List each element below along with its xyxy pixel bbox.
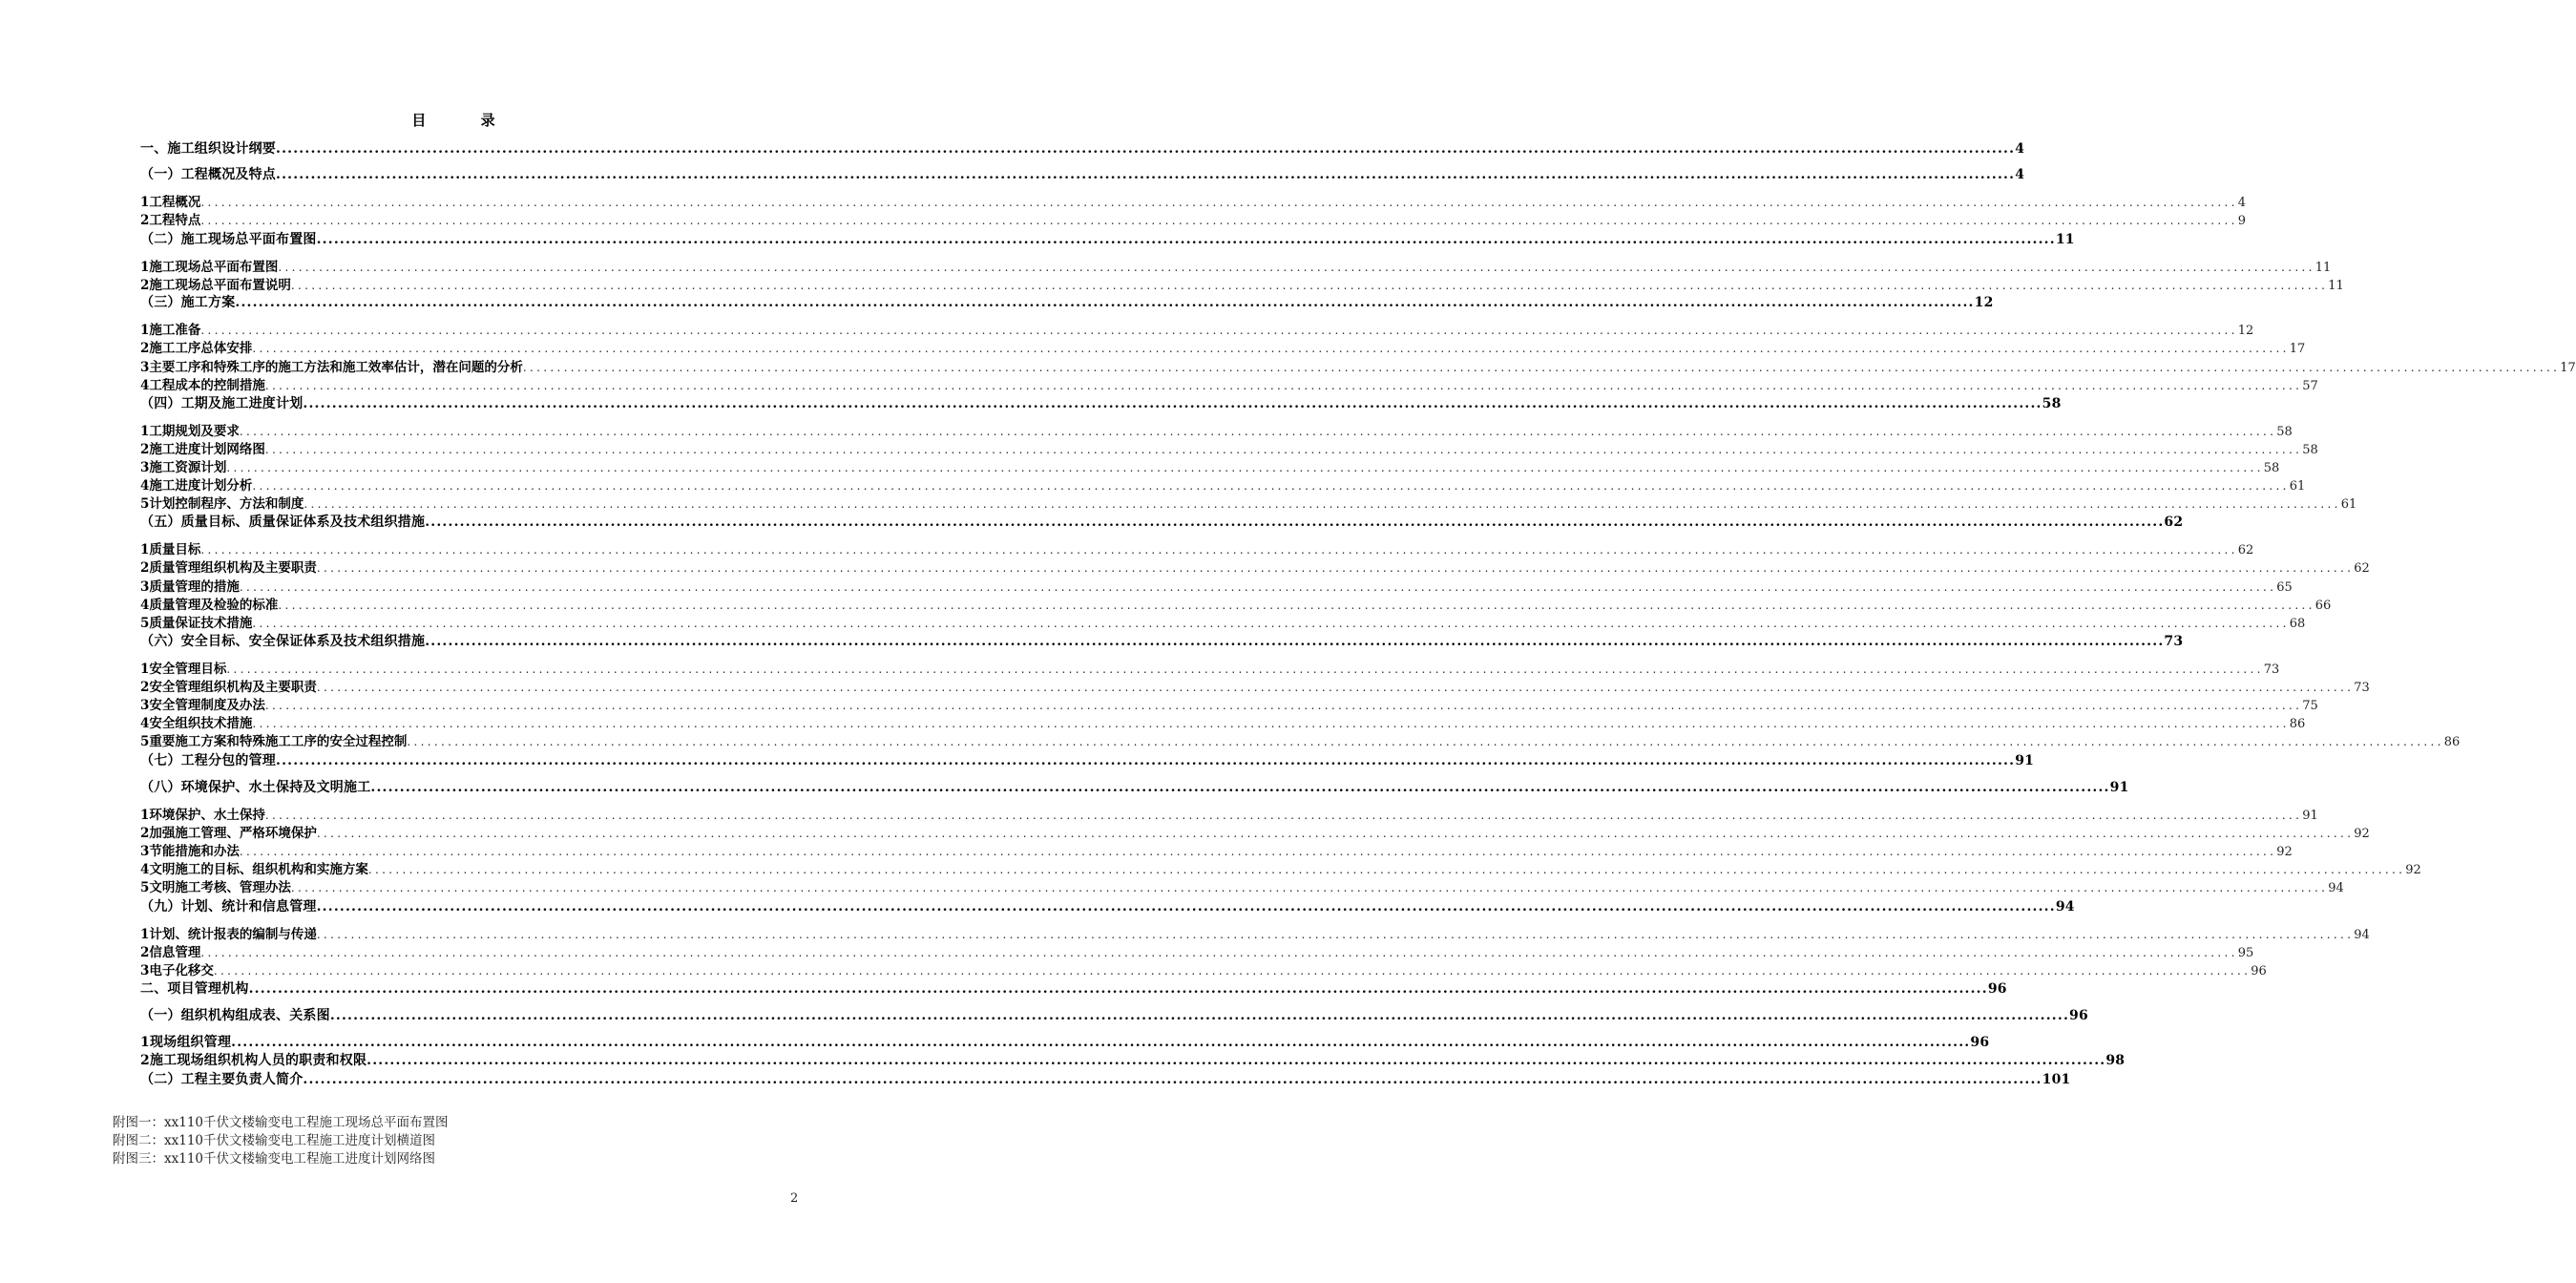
- toc-entry-title: 2加强施工管理、严格环境保护: [140, 826, 317, 841]
- dot-leader: ............................................................................................................................................................................................................................................................................................................: [316, 561, 2355, 575]
- dot-leader: ............................................................................................................................................................................................................................................................................................................: [252, 717, 2290, 730]
- toc-entry-page: 57: [2302, 379, 2318, 393]
- dot-leader: ............................................................................................................................................................................................................................................................................................................: [226, 461, 2264, 474]
- toc-entry-title: 4文明施工的目标、组织机构和实施方案: [140, 862, 368, 877]
- toc-entry-page: 91: [2302, 809, 2318, 823]
- dot-leader: ............................................................................................................................................................................................................................................................................................................: [522, 361, 2561, 374]
- dot-leader: ............................................................................................................................................................................................................................................................................................................: [290, 279, 2329, 292]
- toc-entry-page: 4: [2237, 196, 2247, 210]
- dot-leader: ............................................................................................................................................................................................................................................................................................................: [239, 425, 2277, 438]
- toc-entry-title: 2信息管理: [140, 945, 201, 960]
- toc-entry-page: 86: [2289, 717, 2306, 731]
- toc-entry-title: 2施工进度计划网络图: [140, 442, 265, 457]
- toc-entry[interactable]: [140, 319, 2254, 338]
- toc-entry-page: 94: [2055, 899, 2075, 915]
- toc-entry-title: 1现场组织管理: [140, 1035, 232, 1050]
- toc-entry[interactable]: [140, 1050, 2126, 1069]
- toc-entry-page: 96: [1970, 1035, 1990, 1050]
- toc-entry-page: 94: [2354, 928, 2370, 942]
- toc-entry-page: 73: [2354, 681, 2370, 695]
- toc-entry-title: （二）施工现场总平面布置图: [140, 232, 317, 247]
- dot-leader: ............................................................................................................................................................................................................................................................................................................: [276, 753, 2016, 768]
- toc-entry[interactable]: [140, 1032, 1990, 1051]
- toc-entry-title: 1工程概况: [140, 195, 201, 210]
- toc-entry-page: 11: [2314, 261, 2332, 275]
- toc-entry-title: （六）安全目标、安全保证体系及技术组织措施: [140, 634, 426, 649]
- dot-leader: ............................................................................................................................................................................................................................................................................................................: [200, 196, 2238, 209]
- toc-entry-title: 2施工工序总体安排: [140, 341, 253, 356]
- toc-entry-page: 61: [2289, 479, 2306, 494]
- toc-entry[interactable]: [140, 191, 2247, 210]
- toc-entry-title: 5重要施工方案和特殊施工工序的安全过程控制: [140, 734, 408, 749]
- dot-leader: ............................................................................................................................................................................................................................................................................................................: [264, 809, 2303, 822]
- dot-leader: ............................................................................................................................................................................................................................................................................................................: [425, 515, 2165, 530]
- toc-entry-title: 4质量管理及检验的标准: [140, 598, 279, 613]
- toc-entry-page: 62: [2164, 515, 2184, 530]
- dot-leader: ............................................................................................................................................................................................................................................................................................................: [200, 214, 2238, 227]
- toc-entry-page: 101: [2042, 1072, 2071, 1087]
- page-number: 2: [790, 1191, 799, 1206]
- toc-entry-page: 58: [2276, 425, 2293, 439]
- toc-entry[interactable]: [140, 474, 2306, 494]
- toc-entry[interactable]: [140, 438, 2318, 457]
- dot-leader: ............................................................................................................................................................................................................................................................................................................: [303, 1072, 2042, 1087]
- toc-entry-page: 75: [2302, 699, 2318, 713]
- toc-entry-title: 4工程成本的控制措施: [140, 378, 265, 393]
- toc-entry[interactable]: [140, 923, 2370, 942]
- toc-entry[interactable]: [140, 676, 2370, 695]
- toc-entry[interactable]: [140, 750, 2035, 769]
- attachment-item: 附图三：xx110千伏文楼输变电工程施工进度计划网络图: [113, 1151, 435, 1167]
- dot-leader: ............................................................................................................................................................................................................................................................................................................: [200, 543, 2238, 557]
- toc-entry-title: （九）计划、统计和信息管理: [140, 899, 317, 915]
- toc-entry[interactable]: [140, 256, 2332, 275]
- toc-entry-title: 5文明施工考核、管理办法: [140, 880, 291, 895]
- toc-entry-title: 1施工准备: [140, 323, 201, 338]
- toc-entry-page: 62: [2354, 561, 2370, 576]
- toc-entry[interactable]: [140, 840, 2293, 859]
- toc-entry-page: 92: [2276, 845, 2293, 859]
- toc-entry[interactable]: [140, 896, 2075, 915]
- dot-leader: ............................................................................................................................................................................................................................................................................................................: [316, 928, 2355, 941]
- toc-entry-page: 96: [2069, 1008, 2088, 1023]
- dot-leader: ............................................................................................................................................................................................................................................................................................................: [278, 599, 2315, 612]
- toc-entry[interactable]: [140, 356, 2576, 375]
- dot-leader: ............................................................................................................................................................................................................................................................................................................: [252, 617, 2290, 630]
- toc-entry-title: （一）组织机构组成表、关系图: [140, 1008, 330, 1023]
- toc-entry[interactable]: [140, 612, 2306, 631]
- toc-entry-page: 91: [2015, 753, 2035, 768]
- dot-leader: ............................................................................................................................................................................................................................................................................................................: [239, 580, 2277, 594]
- toc-entry[interactable]: [140, 337, 2306, 356]
- toc-entry-page: 66: [2314, 599, 2332, 613]
- toc-entry[interactable]: [140, 557, 2370, 576]
- toc-entry[interactable]: [140, 822, 2370, 841]
- toc-entry-title: 一、施工组织设计纲要: [140, 141, 276, 157]
- toc-entry-page: 86: [2443, 735, 2461, 749]
- toc-entry[interactable]: [140, 712, 2306, 731]
- dot-leader: ............................................................................................................................................................................................................................................................................................................: [264, 699, 2303, 712]
- toc-entry-title: 二、项目管理机构: [140, 981, 249, 997]
- toc-entry-title: （四）工期及施工进度计划: [140, 396, 304, 411]
- toc-entry[interactable]: [140, 876, 2344, 895]
- toc-entry-page: 98: [2105, 1053, 2126, 1068]
- toc-entry[interactable]: [140, 138, 2025, 158]
- toc-entry-title: 3施工资源计划: [140, 460, 227, 475]
- dot-leader: ............................................................................................................................................................................................................................................................................................................: [264, 379, 2303, 392]
- toc-entry-title: 3节能措施和办法: [140, 844, 240, 859]
- toc-entry-page: 73: [2263, 663, 2280, 677]
- toc-entry-page: 92: [2354, 827, 2370, 841]
- toc-entry-title: （八）环境保护、水土保持及文明施工: [140, 780, 371, 795]
- toc-entry-page: 58: [2302, 443, 2318, 457]
- toc-entry-title: 1施工现场总平面布置图: [140, 260, 279, 275]
- toc-entry-title: （一）工程概况及特点: [140, 167, 276, 182]
- toc-entry-page: 62: [2237, 543, 2254, 557]
- toc-entry-title: 5质量保证技术措施: [140, 616, 253, 631]
- dot-leader: ............................................................................................................................................................................................................................................................................................................: [316, 232, 2056, 247]
- toc-entry-page: 17: [2560, 361, 2576, 375]
- toc-entry[interactable]: [140, 393, 2062, 412]
- toc-entry-title: 5计划控制程序、方法和制度: [140, 496, 304, 512]
- toc-entry[interactable]: [140, 229, 2075, 248]
- toc-entry[interactable]: [140, 1069, 2071, 1088]
- toc-entry[interactable]: [140, 858, 2421, 877]
- toc-entry-page: 12: [1974, 295, 1994, 310]
- toc-entry-page: 4: [2015, 141, 2025, 157]
- toc-entry[interactable]: [140, 576, 2293, 595]
- toc-entry-page: 95: [2237, 946, 2254, 960]
- dot-leader: ............................................................................................................................................................................................................................................................................................................: [316, 681, 2355, 694]
- dot-leader: ............................................................................................................................................................................................................................................................................................................: [370, 780, 2110, 795]
- dot-leader: ............................................................................................................................................................................................................................................................................................................: [248, 981, 1988, 997]
- dot-leader: ............................................................................................................................................................................................................................................................................................................: [226, 663, 2264, 676]
- attachment-item: 附图一：xx110千伏文楼输变电工程施工现场总平面布置图: [113, 1115, 449, 1130]
- dot-leader: ............................................................................................................................................................................................................................................................................................................: [200, 324, 2238, 337]
- dot-leader: ............................................................................................................................................................................................................................................................................................................: [329, 1008, 2070, 1023]
- toc-entry[interactable]: [140, 493, 2357, 512]
- dot-leader: ............................................................................................................................................................................................................................................................................................................: [231, 1035, 1971, 1050]
- toc-entry[interactable]: [140, 292, 1994, 311]
- toc-entry-title: 3电子化移交: [140, 963, 214, 978]
- toc-entry-page: 91: [2109, 780, 2129, 795]
- toc-entry[interactable]: [140, 274, 2344, 293]
- toc-entry-page: 68: [2289, 617, 2306, 631]
- toc-entry-title: 3安全管理制度及办法: [140, 698, 265, 713]
- toc-entry-title: （五）质量目标、质量保证体系及技术组织措施: [140, 515, 426, 530]
- toc-entry-page: 58: [2042, 396, 2062, 411]
- toc-entry[interactable]: [140, 959, 2267, 978]
- toc-entry[interactable]: [140, 420, 2293, 439]
- toc-entry-title: 2工程特点: [140, 213, 201, 228]
- dot-leader: ............................................................................................................................................................................................................................................................................................................: [276, 167, 2016, 182]
- toc-entry[interactable]: [140, 978, 2007, 998]
- toc-entry[interactable]: [140, 941, 2254, 960]
- toc-entry-page: 92: [2405, 863, 2421, 877]
- toc-entry[interactable]: [140, 374, 2318, 393]
- toc-entry-title: 1环境保护、水土保持: [140, 808, 265, 823]
- toc-entry[interactable]: [140, 777, 2129, 796]
- toc-entry-page: 96: [1987, 981, 2007, 997]
- dot-leader: ............................................................................................................................................................................................................................................................................................................: [235, 295, 1975, 310]
- toc-entry[interactable]: [140, 209, 2247, 228]
- toc-entry-page: 61: [2340, 497, 2357, 512]
- dot-leader: ............................................................................................................................................................................................................................................................................................................: [367, 1053, 2106, 1068]
- toc-entry-page: 11: [2328, 279, 2344, 293]
- toc-entry-page: 58: [2263, 461, 2280, 475]
- toc-entry[interactable]: [140, 730, 2461, 749]
- dot-leader: ............................................................................................................................................................................................................................................................................................................: [264, 443, 2303, 456]
- toc-entry-title: （三）施工方案: [140, 295, 236, 310]
- toc-entry-title: 1工期规划及要求: [140, 424, 240, 439]
- dot-leader: ............................................................................................................................................................................................................................................................................................................: [278, 261, 2315, 274]
- dot-leader: ............................................................................................................................................................................................................................................................................................................: [239, 845, 2277, 858]
- dot-leader: ............................................................................................................................................................................................................................................................................................................: [407, 735, 2444, 748]
- toc-entry-title: （二）工程主要负责人简介: [140, 1072, 304, 1087]
- dot-leader: ............................................................................................................................................................................................................................................................................................................: [290, 881, 2329, 894]
- toc-entry-title: 2施工现场组织机构人员的职责和权限: [140, 1053, 367, 1068]
- toc-entry-title: 2施工现场总平面布置说明: [140, 278, 291, 293]
- toc-entry-page: 94: [2328, 881, 2344, 895]
- toc-title: 目 录: [411, 112, 520, 129]
- toc-entry-title: 2质量管理组织机构及主要职责: [140, 560, 317, 576]
- dot-leader: ............................................................................................................................................................................................................................................................................................................: [304, 497, 2341, 511]
- toc-entry-page: 65: [2276, 580, 2293, 595]
- toc-entry-title: 3质量管理的措施: [140, 579, 240, 595]
- toc-entry-title: 3主要工序和特殊工序的施工方法和施工效率估计，潜在问题的分析: [140, 360, 523, 375]
- toc-entry[interactable]: [140, 1005, 2088, 1024]
- toc-entry-title: 4施工进度计划分析: [140, 478, 253, 494]
- dot-leader: ............................................................................................................................................................................................................................................................................................................: [252, 479, 2290, 493]
- toc-entry-page: 9: [2237, 214, 2247, 228]
- toc-entry[interactable]: [140, 456, 2280, 475]
- toc-entry[interactable]: [140, 804, 2318, 823]
- toc-entry-page: 73: [2164, 634, 2184, 649]
- toc-entry-page: 96: [2251, 964, 2267, 978]
- toc-entry[interactable]: [140, 594, 2332, 613]
- toc-entry-title: 1安全管理目标: [140, 662, 227, 677]
- dot-leader: ............................................................................................................................................................................................................................................................................................................: [316, 899, 2056, 915]
- toc-entry-page: 12: [2237, 324, 2254, 338]
- toc-entry[interactable]: [140, 658, 2280, 677]
- dot-leader: ............................................................................................................................................................................................................................................................................................................: [200, 946, 2238, 959]
- toc-entry-title: 1计划、统计报表的编制与传递: [140, 927, 317, 942]
- dot-leader: ............................................................................................................................................................................................................................................................................................................: [367, 863, 2406, 876]
- toc-entry[interactable]: [140, 512, 2184, 531]
- dot-leader: ............................................................................................................................................................................................................................................................................................................: [303, 396, 2042, 411]
- toc-entry[interactable]: [140, 694, 2318, 713]
- dot-leader: ............................................................................................................................................................................................................................................................................................................: [276, 141, 2016, 157]
- dot-leader: ............................................................................................................................................................................................................................................................................................................: [252, 342, 2290, 355]
- toc-entry[interactable]: [140, 538, 2254, 557]
- toc-entry-page: 11: [2055, 232, 2075, 247]
- toc-entry-title: （七）工程分包的管理: [140, 753, 276, 768]
- toc-entry-page: 4: [2015, 167, 2025, 182]
- toc-entry-page: 17: [2289, 342, 2306, 356]
- attachment-item: 附图二：xx110千伏文楼输变电工程施工进度计划横道图: [113, 1133, 435, 1148]
- toc-entry[interactable]: [140, 164, 2025, 183]
- dot-leader: ............................................................................................................................................................................................................................................................................................................: [316, 827, 2355, 840]
- toc-entry-title: 1质量目标: [140, 542, 201, 557]
- dot-leader: ............................................................................................................................................................................................................................................................................................................: [425, 634, 2165, 649]
- dot-leader: ............................................................................................................................................................................................................................................................................................................: [213, 964, 2251, 978]
- toc-entry[interactable]: [140, 631, 2184, 650]
- toc-entry-title: 4安全组织技术措施: [140, 716, 253, 731]
- toc-entry-title: 2安全管理组织机构及主要职责: [140, 680, 317, 695]
